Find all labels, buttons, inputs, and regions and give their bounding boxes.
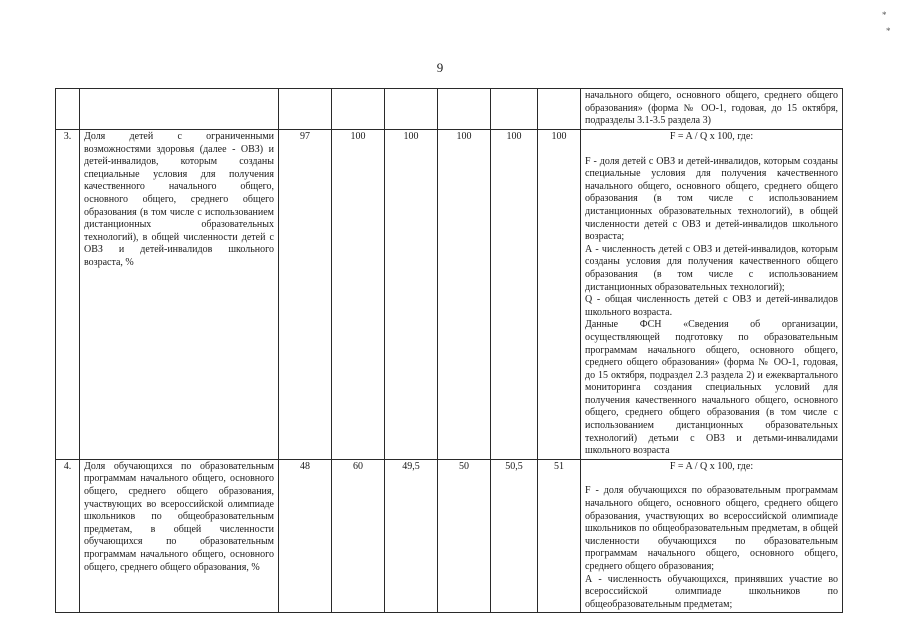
value-cell: 49,5 bbox=[385, 459, 438, 613]
method-text: Данные ФСН «Сведения об организации, осуществляющей подготовку по образовательным программам начального общего, основного общего, среднего общего образования» (форма № ОО-1, годовая, до 15 октября, подраздел 2.3 раздела 2) и ежеквартального мониторинга создания специальных условий для получения качественного начального общего, основного общего, среднего общего образования (в том числе с использованием дистанционных образовательных технологий) детьми с ОВЗ и детьми-инвалидами школьного возраста bbox=[585, 319, 838, 457]
method-cell bbox=[581, 89, 843, 130]
method-text: F - доля детей с ОВЗ и детей-инвалидов, которым созданы специальные условия для получения качественного начального общего, основного общего, среднего общего образования (в том числе с использованием дистанционных образовательных технологий), в общей численности детей с ОВЗ и детей-инвалидов школьного возраста; bbox=[585, 155, 838, 243]
method-cell bbox=[581, 130, 843, 460]
table-cell bbox=[538, 89, 581, 130]
method-text: А - численность обучающихся, принявших участие во всероссийской олимпиаде школьников по общеобразовательным предметам; bbox=[585, 573, 838, 610]
method-text: F - доля обучающихся по образовательным программам начального общего, основного общего, среднего общего образования, участвующих во всероссийской олимпиаде школьников по общеобразовательным предметам, в общей численности обучающихся по образовательным программам начального общего, основного общего, среднего общего образования; bbox=[585, 485, 838, 572]
corner-mark: * bbox=[882, 10, 887, 20]
method-cell bbox=[581, 459, 843, 613]
table-cell bbox=[385, 89, 438, 130]
value-cell: 100 bbox=[385, 130, 438, 460]
method-text: начального общего, основного общего, среднего общего образования» (форма № ОО-1, годовая, до 15 октября, подразделы 3.1-3.5 раздела 3) bbox=[585, 90, 838, 127]
row-number: 3. bbox=[56, 130, 80, 460]
row-number: 4. bbox=[56, 459, 80, 613]
table-row bbox=[56, 459, 843, 613]
table-cell bbox=[56, 89, 80, 130]
value-cell: 100 bbox=[491, 130, 538, 460]
value-cell: 60 bbox=[332, 459, 385, 613]
value-cell: 50,5 bbox=[491, 459, 538, 613]
table-row-continuation bbox=[56, 89, 843, 130]
formula: F = A / Q x 100, где: bbox=[669, 460, 754, 472]
indicator-name: Доля обучающихся по образовательным программам начального общего, основного общего, среднего общего образования, участвующих во всероссийской олимпиаде школьников по общеобразовательным предметам, в общей численности обучающихся по образовательным программам начального общего, основного общего, среднего общего образования, % bbox=[80, 459, 279, 613]
value-cell: 50 bbox=[438, 459, 491, 613]
indicator-name: Доля детей с ограниченными возможностями здоровья (далее - ОВЗ) и детей-инвалидов, которым созданы специальные условия для получения качественного начального общего, основного общего, среднего общего образования (в том числе с использованием дистанционных образовательных технологий), в общей численности детей с ОВЗ и детей-инвалидов школьного возраста, % bbox=[80, 130, 279, 460]
indicators-table bbox=[55, 88, 843, 613]
table-cell bbox=[80, 89, 279, 130]
method-text: А - численность детей с ОВЗ и детей-инвалидов, которым созданы условия для получения качественного общего образования (в том числе с использованием дистанционных образовательных технологий); bbox=[585, 243, 838, 293]
table-row bbox=[56, 130, 843, 460]
page-number: 9 bbox=[436, 60, 444, 75]
table-cell bbox=[279, 89, 332, 130]
table-cell bbox=[438, 89, 491, 130]
value-cell: 100 bbox=[538, 130, 581, 460]
value-cell: 48 bbox=[279, 459, 332, 613]
value-cell: 97 bbox=[279, 130, 332, 460]
value-cell: 100 bbox=[438, 130, 491, 460]
corner-mark: * bbox=[886, 26, 891, 36]
method-text: Q - общая численность детей с ОВЗ и детей-инвалидов школьного возраста. bbox=[585, 294, 838, 318]
table-cell bbox=[491, 89, 538, 130]
table-cell bbox=[332, 89, 385, 130]
value-cell: 51 bbox=[538, 459, 581, 613]
formula: F = A / Q x 100, где: bbox=[669, 131, 754, 142]
value-cell: 100 bbox=[332, 130, 385, 460]
